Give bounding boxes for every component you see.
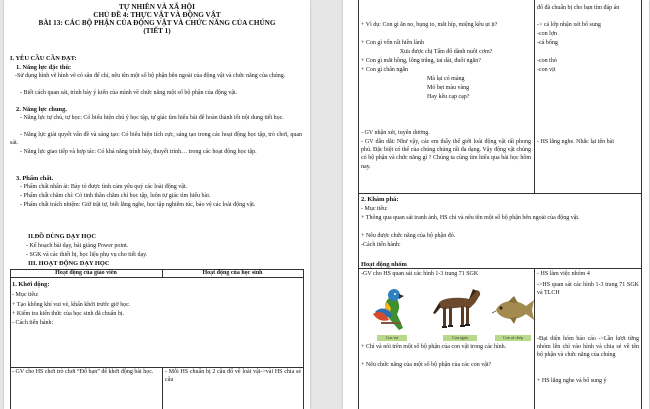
general-competency-heading: 2. Năng lực chung. <box>16 106 67 113</box>
riddle-4-line-4: Hay kêu cạp cạp? <box>427 94 470 100</box>
student-observe-answer: ->HS quan sát các hình 1-3 trang 71 SGK và TLCH <box>537 282 639 297</box>
quality-3: - Phẩm chất trách nhiệm: Giữ trật tự, biết lắng nghe, học tập nghiêm túc, bảo vệ các loài động vật. <box>20 202 256 208</box>
document-page-left <box>4 0 310 409</box>
carp-image <box>490 294 536 326</box>
spec-competency-1: -Sử dụng hình vẽ hình vẽ có sẵn để chỉ, nêu tên một số bộ phận bên ngoài của động vật và chức năng của chúng. <box>15 73 286 79</box>
document-page-right <box>343 0 649 409</box>
riddle-4-line-3: Mỏ bẹt màu vàng <box>427 85 470 91</box>
subject-title: TỰ NHIÊN VÀ XÃ HỘI <box>119 3 195 11</box>
period-title: (TIẾT 1) <box>143 27 171 35</box>
spec-competency-2: - Biết cách quan sát, trình bày ý kiến của mình về chức năng một số bộ phận của động vật. <box>20 90 238 96</box>
teacher-question-functions: + Nêu chức năng của một số bộ phận của các con vật? <box>361 362 492 368</box>
teacher-play-game: - GV cho HS chơi trò chơi “Đố bạn” để khởi động bài học. <box>12 369 154 375</box>
caption-horse: Con ngựa <box>443 335 477 341</box>
caption-parrot: Con vẹt <box>377 335 407 341</box>
explore-goal-2: + Nêu được chức năng của bộ phận đó. <box>361 233 456 239</box>
answer-rabbit: -con thỏ <box>537 58 557 64</box>
startup-goal-2: + Kiểm tra kiến thức của học sinh đã chuẩn bị. <box>12 311 125 317</box>
startup-heading: 1. Khởi động: <box>12 281 50 288</box>
explore-goal-1: + Thông qua quan sát tranh ảnh, HS chỉ và nêu tên một số bộ phận bên ngoài của động vật. <box>361 215 580 221</box>
explore-method-label: -Cách tiến hành: <box>361 242 401 248</box>
answer-fish: -cá bống <box>537 40 558 46</box>
student-listen-add: + HS lắng nghe và bổ sung ý <box>537 378 607 384</box>
general-competency-1: - Năng lực tự chủ, tự học: Có biểu hiện chú ý học tập, tự giác tìm hiểu bài để hoàn thành tốt nội dung tiết học. <box>20 115 284 121</box>
student-group-work: - HS làm việc nhóm 4 <box>537 271 590 277</box>
explore-heading: 2. Khám phá: <box>361 196 399 203</box>
teacher-praise: - GV nhận xét, tuyên dương. <box>361 130 430 136</box>
activities-heading: III. HOẠT ĐỘNG DẠY HỌC <box>28 260 110 267</box>
lesson-title: BÀI 13: CÁC BỘ PHẬN CỦA ĐỘNG VẬT VÀ CHỨC NĂNG CỦA CHÚNG <box>38 19 276 27</box>
startup-goal-1: + Tạo không khí vui vẻ, khẩn khởi trước giờ học. <box>12 302 131 308</box>
topic-title: CHỦ ĐỀ 4: THỰC VẬT VÀ ĐỘNG VẬT <box>93 11 221 19</box>
riddle-2-line-2: Xưa được chị Tấm đổ dành nuôi cơm? <box>399 49 493 55</box>
riddle-4-line-1: + Con gì chân ngắn <box>361 67 409 73</box>
riddle-2-line-1: + Con gì vốn rất hiền lành <box>361 40 425 46</box>
col-header-teacher: Hoạt động của giáo viên <box>55 270 117 276</box>
student-class-comment: -> cả lớp nhận xét bổ sung <box>537 22 601 28</box>
student-group-report: -Đại diện hóm báo cáo ->Lần lượt từng nhóm lên chỉ vào hình và chia sẻ về tên bộ phận và chức năng của chúng <box>537 336 639 359</box>
group-activity-heading: Hoạt động nhóm <box>361 261 407 268</box>
general-competency-2: - Năng lực giải quyết vấn đề và sáng tạo: Có biểu hiện tích cực, sáng tạo trong các hoạt động học tập, trò chơi, quan sát. <box>10 132 302 147</box>
answer-duck: -con vịt <box>537 67 556 73</box>
student-listen: - HS lắng nghe. Nhắc lại tên bài <box>537 139 614 145</box>
equipment-heading: II.ĐỒ DÙNG DẠY HỌC <box>28 233 96 240</box>
explore-goal-label: - Mục tiêu: <box>361 206 388 212</box>
teacher-question-parts: + Chỉ và nói trên một số bộ phận của con vật trong các hình. <box>361 344 507 350</box>
equipment-2: - SGK và các thiết bị, học liệu phụ vụ cho tiết dạy. <box>26 252 148 258</box>
general-competency-3: - Năng lực giao tiếp và hợp tác: Có khả năng trình bày, thuyết trình… trong các hoạt động học tập. <box>20 149 257 155</box>
equipment-1: - Kế hoạch bài dạy, bài giảng Power point. <box>26 243 129 249</box>
riddle-1: + Vì dụ: Con gì ăn no, bụng to, mắt híp, miệng kêu ụt ịt? <box>361 22 498 28</box>
parrot-image <box>363 282 417 334</box>
student-prepare-riddles: - Mỗi HS chuẩn bị 2 câu đố về loài vật->vài HS chia sẻ câu <box>165 369 301 384</box>
spec-competency-heading: 1. Năng lực đặc thù: <box>16 64 72 71</box>
riddle-4-line-2: Mà lại có màng <box>427 76 465 82</box>
riddle-3: + Con gì mắt hồng, lông trắng, tai dài, đuôi ngắn? <box>361 58 481 64</box>
teacher-lead-in: - GV dẫn dắt: Như vậy, các em thấy thế giới loài động vật rất phong phú. Đặc biệt có thể của chúng chúng rất đa dạng. Vậy động vật chúng có bộ phận và chức năng gì ? Chúng ta cùng tìm hiểu qua bài học hôm nay. <box>361 139 531 170</box>
answer-pig: -con lợn <box>537 31 558 37</box>
col-header-student: Hoạt động của học sinh <box>202 270 263 276</box>
quality-heading: 3. Phẩm chất. <box>16 175 54 182</box>
caption-carp: Con cá chép <box>495 335 531 341</box>
startup-method-label: - Cách tiến hành: <box>12 320 54 326</box>
quality-1: - Phẩm chất nhân ái: Bày tỏ được tình cảm yêu quý các loài động vật. <box>20 184 188 190</box>
horse-image <box>427 283 487 333</box>
quality-2: - Phẩm chất chăm chỉ: Có tinh thần chăm chỉ học tập, luôn tự giác tìm hiểu bài. <box>20 193 211 199</box>
teacher-observe-task: -GV cho HS quan sát các hình 1-3 trang 71 SGK <box>361 271 479 277</box>
startup-goal-label: - Mục tiêu: <box>12 292 39 298</box>
objectives-heading: I. YÊU CẦU CẦN ĐẠT: <box>10 55 77 62</box>
student-riddle-answer: đố đã chuẩn bị cho bạn tìm đáp án <box>537 5 620 11</box>
